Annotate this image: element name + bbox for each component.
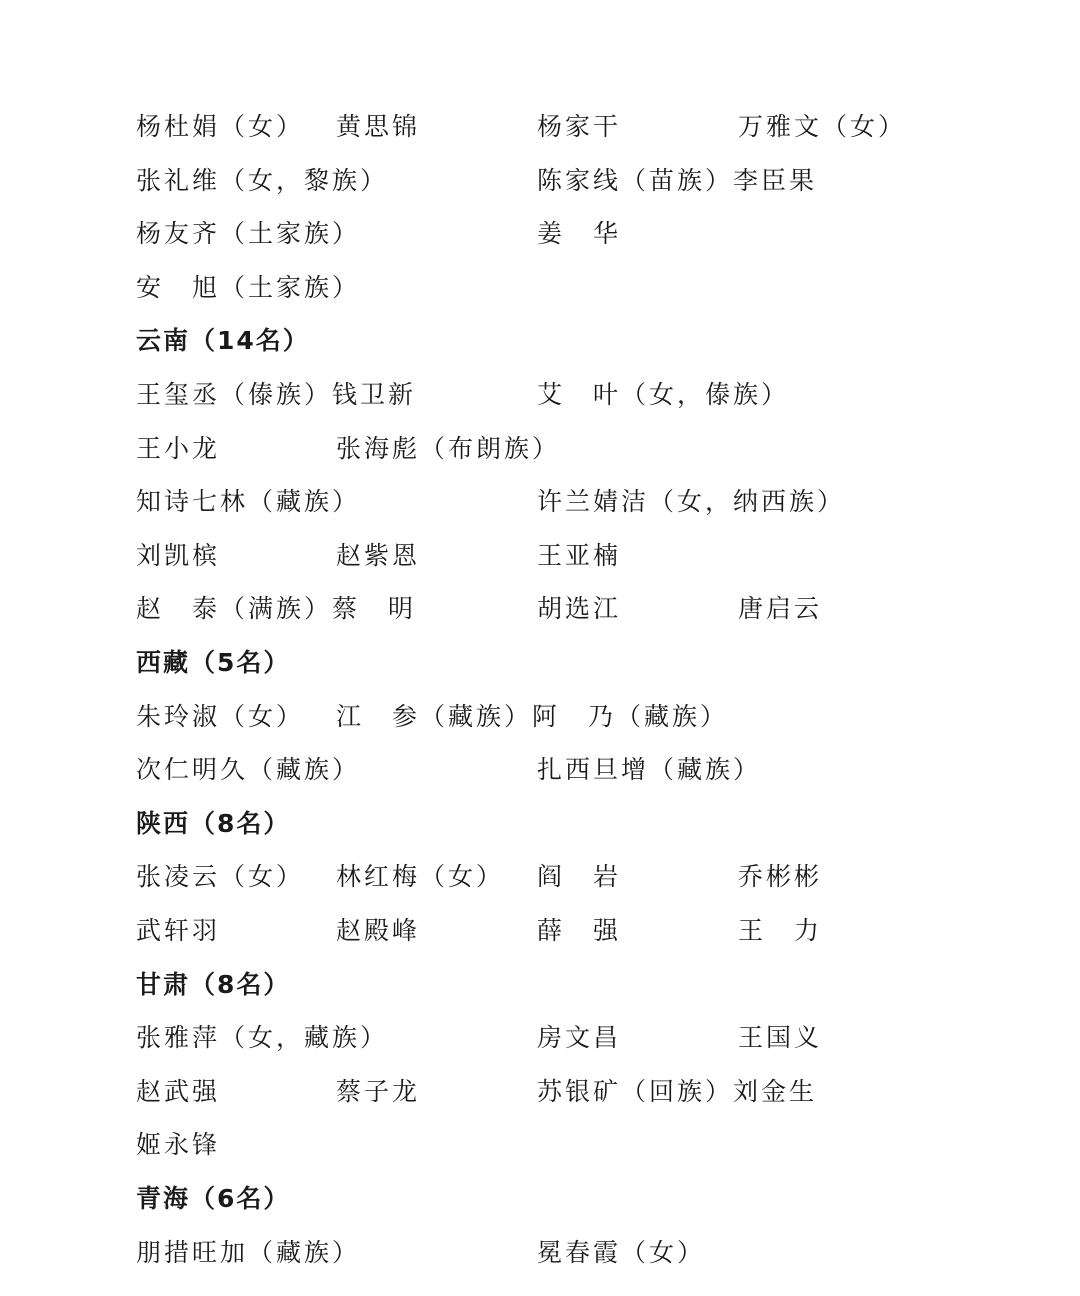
province-heading-row	[0, 326, 1080, 380]
name-entry: 朋措旺加（藏族）	[136, 1237, 361, 1267]
name-entry: 王小龙	[136, 433, 221, 463]
name-row	[0, 434, 1080, 488]
name-entry: 唐启云	[738, 594, 823, 624]
name-entry: 江 参（藏族）阿 乃（藏族）	[336, 701, 729, 731]
province-heading-row	[0, 809, 1080, 863]
name-row	[0, 916, 1080, 970]
name-entry: 张礼维（女，黎族）	[136, 165, 389, 195]
name-entry: 赵殿峰	[336, 916, 421, 945]
name-entry: 赵紫恩	[336, 540, 421, 570]
name-entry: 张凌云（女）	[136, 862, 305, 892]
name-entry: 房文昌	[537, 1023, 622, 1053]
name-row	[0, 1023, 1080, 1077]
province-heading: 青海（6名）	[136, 1184, 291, 1213]
name-row	[0, 1077, 1080, 1131]
name-entry: 赵 泰（满族）蔡 明	[136, 594, 417, 624]
name-entry: 扎西旦增（藏族）	[537, 755, 762, 785]
name-entry: 赵武强	[136, 1076, 221, 1106]
name-entry: 姬永锋	[136, 1130, 221, 1160]
name-entry: 武轩羽	[136, 916, 221, 945]
name-entry: 安 旭（土家族）	[136, 272, 361, 302]
name-entry: 胡选江	[537, 594, 622, 624]
name-row	[0, 755, 1080, 809]
name-row	[0, 112, 1080, 166]
name-entry: 杨家干	[537, 112, 622, 141]
name-entry: 知诗七林（藏族）	[136, 487, 361, 517]
name-row	[0, 380, 1080, 434]
province-heading-row	[0, 1184, 1080, 1238]
name-entry: 次仁明久（藏族）	[136, 755, 361, 785]
province-heading: 陕西（8名）	[136, 808, 291, 838]
province-heading: 云南（14名）	[136, 326, 310, 356]
name-entry: 阎 岩	[537, 862, 622, 892]
name-entry: 杨友齐（土家族）	[136, 219, 361, 249]
name-row	[0, 487, 1080, 541]
name-entry: 蔡子龙	[336, 1076, 421, 1106]
province-heading-row	[0, 648, 1080, 702]
name-entry: 王亚楠	[537, 540, 622, 570]
name-entry: 万雅文（女）	[738, 112, 907, 141]
name-entry: 王 力	[738, 916, 823, 945]
name-row	[0, 862, 1080, 916]
name-entry: 林红梅（女）	[336, 862, 505, 892]
name-row	[0, 166, 1080, 220]
name-entry: 杨杜娟（女）	[136, 112, 305, 141]
name-entry: 冕春霞（女）	[537, 1237, 706, 1267]
province-heading: 甘肃（8名）	[136, 969, 291, 999]
name-entry: 许兰婧洁（女，纳西族）	[537, 487, 846, 517]
name-row	[0, 219, 1080, 273]
name-entry: 陈家线（苗族）李臣果	[537, 165, 818, 195]
name-entry: 黄思锦	[336, 112, 421, 141]
name-entry: 乔彬彬	[738, 862, 823, 892]
name-row	[0, 1130, 1080, 1184]
name-entry: 薛 强	[537, 916, 622, 945]
name-row	[0, 273, 1080, 327]
name-entry: 刘凯槟	[136, 540, 221, 570]
name-entry: 艾 叶（女，傣族）	[537, 380, 790, 409]
province-heading: 西藏（5名）	[136, 648, 291, 677]
name-row	[0, 541, 1080, 595]
name-row	[0, 1238, 1080, 1292]
name-entry: 朱玲淑（女）	[136, 701, 305, 731]
name-entry: 王玺丞（傣族）钱卫新	[136, 380, 417, 409]
name-entry: 张海彪（布朗族）	[336, 433, 561, 463]
name-entry: 王国义	[738, 1023, 823, 1053]
name-entry: 苏银矿（回族）刘金生	[537, 1076, 818, 1106]
name-entry: 姜 华	[537, 219, 622, 249]
name-row	[0, 702, 1080, 756]
name-entry: 张雅萍（女，藏族）	[136, 1023, 389, 1053]
name-row	[0, 594, 1080, 648]
province-heading-row	[0, 970, 1080, 1024]
